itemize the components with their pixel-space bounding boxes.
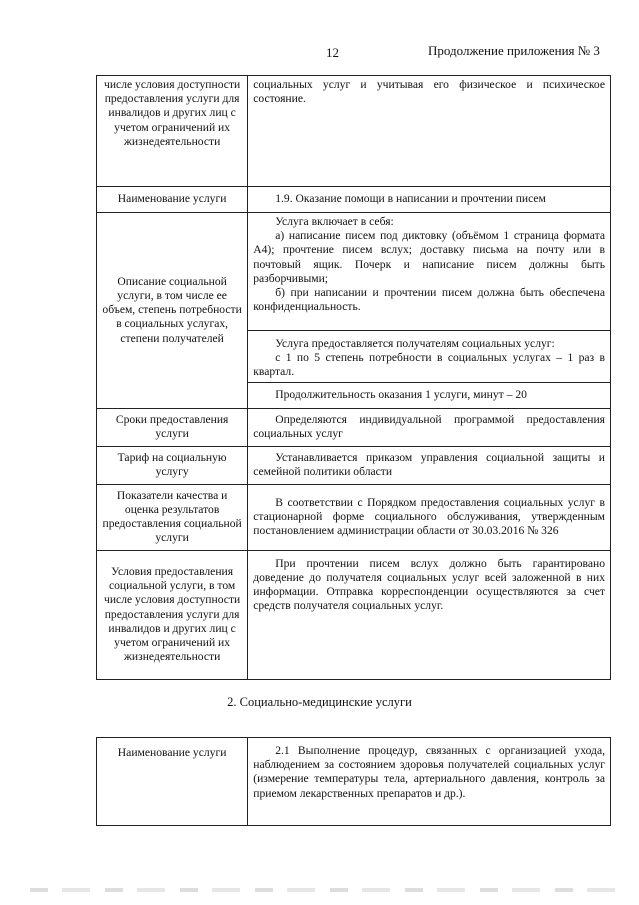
- row-value-conditions: При прочтении писем вслух должно быть гарантировано доведение до получателя социальных услуг всей заложенной в них информации. Отправка корреспонденции осуществляются за счет средств получателя социальных услуг.: [248, 550, 611, 679]
- scan-artifact: [30, 888, 620, 892]
- table-row: [97, 446, 611, 484]
- section-title: 2. Социально-медицинские услуги: [227, 695, 412, 709]
- table-row: [97, 213, 611, 331]
- row-label-quality: Показатели качества и оценка результатов предоставления социальной услуги: [97, 484, 248, 550]
- row-label-description: Описание социальной услуги, в том числе ее объем, степень потребности в социальных услугах, степени получателей: [97, 213, 248, 409]
- row-value-service-name: 2.1 Выполнение процедур, связанных с организацией ухода, наблюдением за состоянием здоровья получателей социальных услуг (измерение температуры тела, артериального давления, контроль за приемом лекарственных препаратов и др.).: [248, 738, 611, 826]
- page-number: 12: [326, 45, 339, 60]
- table-row: [97, 76, 611, 187]
- service-table-1-9: [96, 75, 611, 680]
- row-value-description-1: Услуга включает в себя: а) написание писем под диктовку (объёмом 1 страница формата А4); прочтение писем вслух; доставку письма на почту или в почтовый ящик. Почерк и написание писем должны быть разборчивыми; б) при написании и прочтении писем должна быть обеспечена конфиденциальность.: [248, 213, 611, 331]
- row-label-service-name: Наименование услуги: [97, 187, 248, 213]
- row-value-quality: В соответствии с Порядком предоставления социальных услуг в стационарной форме социального обслуживания, утвержденным постановлением администрации области от 30.03.2016 № 326: [248, 484, 611, 550]
- row-label-conditions: Условия предоставления социальной услуги, в том числе условия доступности предоставления услуги для инвалидов и других лиц с учетом ограничений их жизнедеятельности: [97, 550, 248, 679]
- row-label-tariff: Тариф на социальную услугу: [97, 446, 248, 484]
- table-row: [97, 408, 611, 446]
- row-value-description-3: Продолжительность оказания 1 услуги, минут – 20: [248, 382, 611, 408]
- row-label-conditions-cont: числе условия доступности предоставления услуги для инвалидов и других лиц с учетом ограничений их жизнедеятельности: [97, 76, 248, 187]
- row-label-terms: Сроки предоставления услуги: [97, 408, 248, 446]
- row-value-terms: Определяются индивидуальной программой предоставления социальных услуг: [248, 408, 611, 446]
- table-row: [97, 550, 611, 679]
- row-value-service-name: 1.9. Оказание помощи в написании и прочтении писем: [248, 187, 611, 213]
- row-value-tariff: Устанавливается приказом управления социальной защиты и семейной политики области: [248, 446, 611, 484]
- row-label-service-name: Наименование услуги: [97, 738, 248, 826]
- table-row: [97, 738, 611, 826]
- appendix-header: Продолжение приложения № 3: [428, 43, 600, 58]
- table-row: [97, 484, 611, 550]
- service-table-2-1: [96, 737, 611, 826]
- row-value-description-2: Услуга предоставляется получателям социальных услуг: с 1 по 5 степень потребности в социальных услугах – 1 раз в квартал.: [248, 331, 611, 383]
- row-value-conditions-cont: социальных услуг и учитывая его физическое и психическое состояние.: [248, 76, 611, 187]
- table-row: [97, 187, 611, 213]
